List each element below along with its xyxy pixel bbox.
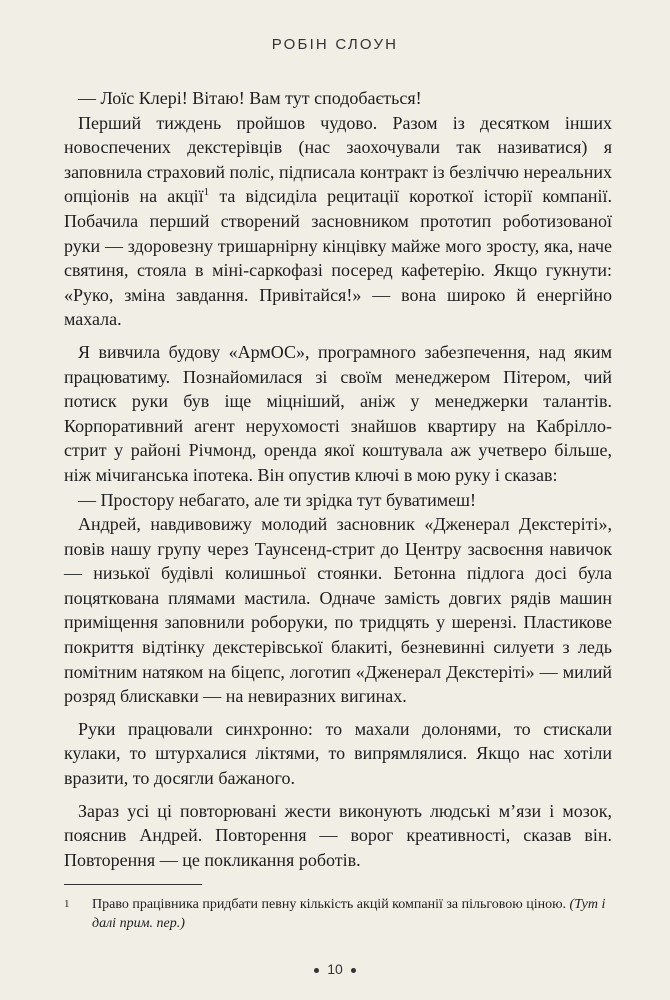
footnote-mark: 1 — [64, 898, 70, 910]
left-dot-ornament — [314, 968, 319, 973]
paragraph-first-week-part2: та відсиділа рецитації короткої історії компанії. Побачила перший створений засновником прототип роботизованої руки — здоровезну тришарнірну кінцівку майже мого зросту, яка, наче святиня, стояла в міні-саркофазі посеред кафетерію. Якщо гукнути: «Руко, зміна завдання. Привітайся!» — вона широко й енергійно махала. — [64, 186, 613, 330]
paragraph-andrey: Андрей, навдивовижу молодий засновник «Дженерал Декстеріті», повів нашу групу через Таунсенд-стрит до Центру засвоєння навичок — низької будівлі колишньої стоянки. Бетонна підлога досі була поцяткована плямами мастила. Одначе замість довгих рядів машин приміщення заповнили роборуки, по тридцять у шерензі. Пластикове покриття відтінку декстерівської блакиті, безневинні силуети з ледь помітним натяком на біцепс, логотип «Дженерал Декстеріті» — милий розряд блискавки — на невиразних вигинах. — [64, 514, 612, 707]
paragraph-hands: Руки працювали синхронно: то махали долонями, то стискали кулаки, то штурхалися ліктями, то випрямлялися. Якщо нас хотіли вразити, то досягли бажаного. — [64, 718, 612, 789]
footnote-reference: 1 — [203, 186, 210, 199]
paragraph-greeting: — Лоїс Клері! Вітаю! Вам тут сподобається! — [78, 88, 422, 108]
paragraph-first-week — [64, 111, 612, 332]
paragraph-repetition: Зараз усі ці повторювані жести виконують людські м’язи і мозок, пояснив Андрей. Повторення — ворог креативності, сказав він. Повторення — це покликання роботів. — [64, 800, 612, 870]
paragraph-quote: — Простору небагато, але ти зрідка тут буватимеш! — [78, 489, 476, 510]
paragraph-armos: Я вивчила будову «АрмОС», програмного забезпечення, над яким працюватиму. Познайомилася зі своїм менеджером Пітером, чий потиск руки був іще міцніший, аніж у менеджерки талантів. Корпоративний агент нерухомості знайшов квартиру на Кабрілло-стрит у районі Річмонд, оренда якої коштувала аж учетверо більше, ніж мічиганська іпотека. Він опустив ключі в мою руку і сказав: — [64, 341, 612, 485]
footnote-divider — [64, 884, 202, 885]
footnote — [64, 895, 612, 933]
page-number-value: 10 — [327, 961, 343, 977]
footnote-text-block — [92, 895, 612, 933]
footnote-translator-note: (Тут і далі прим. пер.) — [92, 897, 606, 931]
running-header: РОБІН СЛОУН — [271, 36, 399, 53]
paragraph-first-week-part1: Перший тиждень пройшов чудово. Разом із десятком інших новоспечених декстерівців (нас заохочували так називатися) я заповнила страховий поліс, підписала контракт із безліччю нереальних опціонів на акції — [64, 112, 612, 207]
body-text — [64, 86, 612, 872]
right-dot-ornament — [351, 968, 356, 973]
footnote-text: Право працівника придбати певну кількість акцій компанії за пільговою ціною. — [92, 897, 567, 912]
page-number — [0, 961, 670, 977]
